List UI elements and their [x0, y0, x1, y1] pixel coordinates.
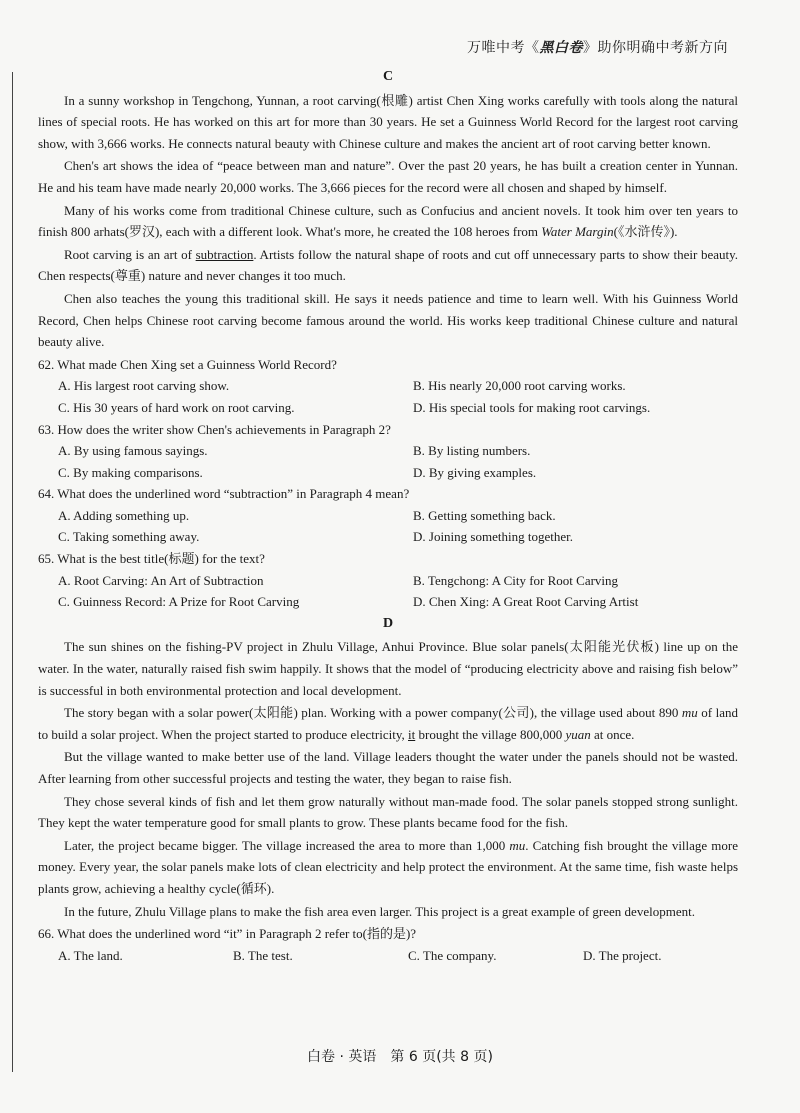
d-paragraph-3: But the village wanted to make better use of the land. Village leaders thought the water under the panels should not be wasted. After learning from other successful projects and testing the water, they began to raise fish.	[38, 749, 738, 786]
options-65	[38, 570, 738, 613]
c-paragraph-4: Root carving is an art of subtraction. Artists follow the natural shape of roots and cut off unnecessary parts to show their beauty. Chen respects(尊重) nature and never changes it too much.	[38, 246, 739, 284]
c-paragraph-5: Chen also teaches the young this traditional skill. He says it needs patience and time to learn well. With his Guinness World Record, Chen helps Chinese root carving become famous around the world. His works keep traditional Chinese culture and natural beauty alive.	[38, 290, 738, 350]
options-63	[38, 440, 738, 483]
section-d-title: D	[382, 615, 394, 631]
options-64	[38, 505, 738, 548]
header-suffix: 》助你明确中考新方向	[583, 40, 728, 56]
option-64-b: B. Getting something back.	[413, 507, 556, 523]
underlined-word-it: it	[408, 726, 416, 742]
option-63-c: C. By making comparisons.	[58, 464, 203, 480]
options-62	[38, 375, 738, 418]
option-66-b: B. The test.	[233, 947, 293, 963]
d-paragraph-5: Later, the project became bigger. The village increased the area to more than 1,000 mu. Catching fish brought the village more money. Every year, the solar panels make lots of clean electricity and help protect the environment. At the same time, fish waste helps plants grow, achieving a healthy cycle(循环).	[38, 837, 739, 896]
d-paragraph-4: They chose several kinds of fish and let them grow naturally without man-made food. The solar panels stopped strong sunlight. They kept the water temperature good for small plants to grow. These plants became food for the fish.	[38, 793, 738, 831]
option-62-a: A. His largest root carving show.	[58, 378, 230, 394]
option-64-a: A. Adding something up.	[58, 507, 190, 523]
option-65-b: B. Tengchong: A City for Root Carving	[413, 572, 619, 588]
page-header	[467, 37, 728, 57]
question-65: 65. What is the best title(标题) for the text?	[38, 551, 265, 567]
header-brand: 黑白卷	[539, 40, 583, 56]
question-63: 63. How does the writer show Chen's achievements in Paragraph 2?	[38, 421, 391, 437]
c-paragraph-3: Many of his works come from traditional Chinese culture, such as Confucius and ancient novels. It took him over ten years to finish 800 arhats(罗汉), each with a different look. What's more, he created the 108 heroes from Water Margin(《水浒传》).	[38, 202, 738, 240]
d-paragraph-6: In the future, Zhulu Village plans to make the fish area even larger. This project is a great example of green development.	[64, 903, 695, 919]
section-c-title: C	[382, 69, 394, 84]
options-66	[38, 945, 738, 967]
option-64-d: D. Joining something together.	[413, 529, 573, 545]
exam-content	[38, 66, 738, 966]
underlined-word-subtraction: subtraction	[195, 246, 254, 262]
option-65-c: C. Guinness Record: A Prize for Root Carving	[58, 594, 300, 610]
option-65-a: A. Root Carving: An Art of Subtraction	[58, 572, 264, 588]
page-footer: 白卷 · 英语 第 6 页(共 8 页)	[307, 1049, 493, 1065]
option-66-c: C. The company.	[408, 947, 497, 963]
option-62-b: B. His nearly 20,000 root carving works.	[413, 378, 626, 394]
question-66: 66. What does the underlined word “it” in Paragraph 2 refer to(指的是)?	[38, 926, 417, 942]
header-prefix: 万唯中考《	[467, 40, 540, 56]
option-62-c: C. His 30 years of hard work on root carving.	[58, 399, 295, 415]
option-66-d: D. The project.	[583, 947, 662, 963]
option-64-c: C. Taking something away.	[58, 529, 200, 545]
option-63-a: A. By using famous sayings.	[58, 443, 208, 459]
c-paragraph-2: Chen's art shows the idea of “peace between man and nature”. Over the past 20 years, he has built a creation center in Yunnan. He and his team have made nearly 20,000 works. The 3,666 pieces for the record were all chosen and shaped by himself.	[38, 158, 738, 195]
option-66-a: A. The land.	[58, 947, 123, 963]
margin-rule	[12, 72, 13, 1072]
d-paragraph-2: The story began with a solar power(太阳能) plan. Working with a power company(公司), the village used about 890 mu of land to build a solar project. When the project started to produce electricity, it brought the village 800,000 yuan at once.	[38, 705, 738, 742]
question-62: 62. What made Chen Xing set a Guinness World Record?	[38, 356, 337, 372]
question-64: 64. What does the underlined word “subtraction” in Paragraph 4 mean?	[38, 486, 410, 502]
option-62-d: D. His special tools for making root carvings.	[413, 399, 651, 415]
option-63-d: D. By giving examples.	[413, 464, 537, 480]
option-63-b: B. By listing numbers.	[413, 443, 531, 459]
c-paragraph-1: In a sunny workshop in Tengchong, Yunnan, a root carving(根雕) artist Chen Xing works carefully with tools along the natural lines of special roots. He has worked on this art for more than 30 years. He set a Guinness World Record for the largest root carving show, with 3,666 works. He connects natural beauty with Chinese culture and makes the ancient art of root carving better known.	[38, 92, 738, 151]
option-65-d: D. Chen Xing: A Great Root Carving Artist	[413, 594, 639, 610]
d-paragraph-1: The sun shines on the fishing-PV project in Zhulu Village, Anhui Province. Blue solar panels(太阳能光伏板) line up on the water. In the water, naturally raised fish swim happily. It shows that the model of “producing electricity above and raising fish below” is successful in both environmental protection and local development.	[38, 639, 738, 698]
